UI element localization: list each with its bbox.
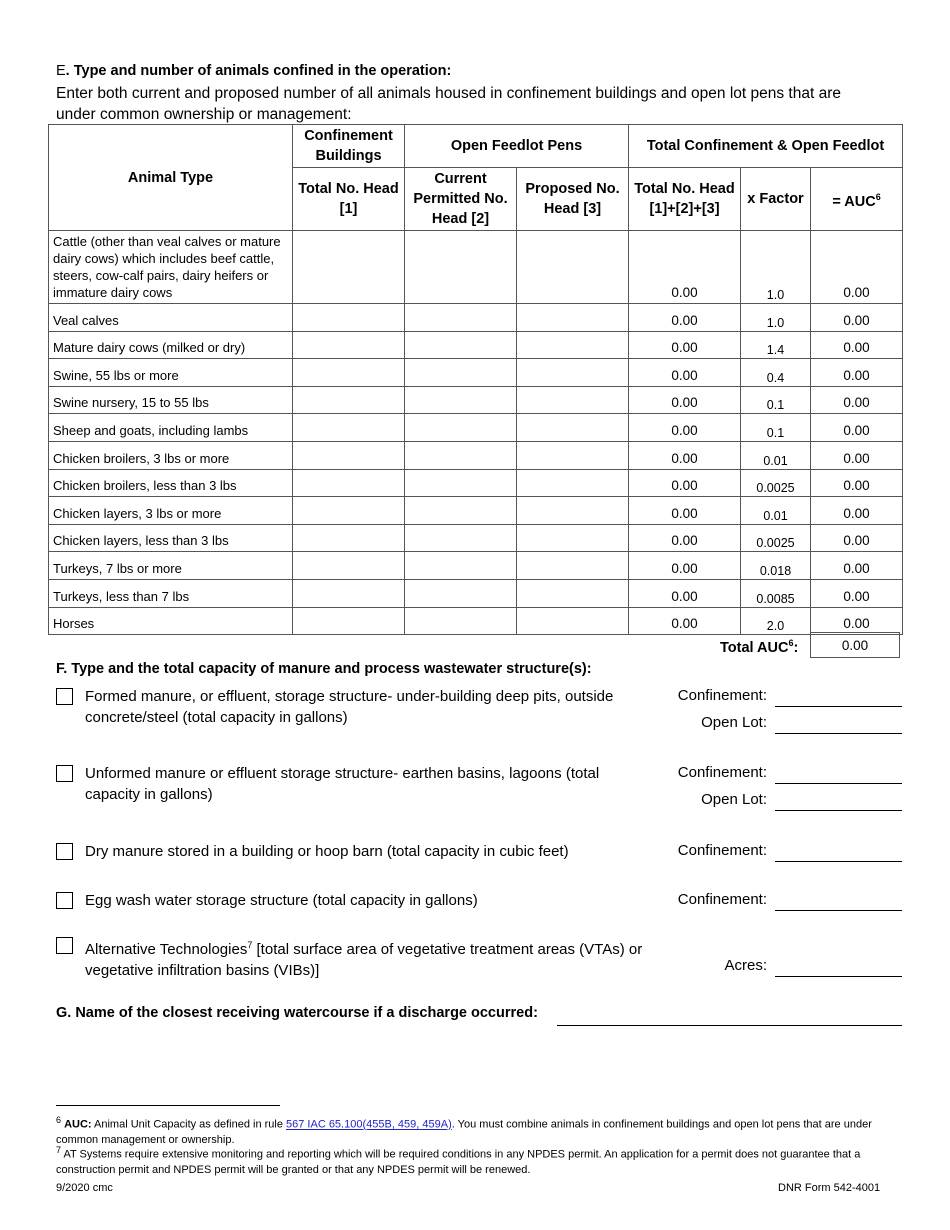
input-proposed[interactable] xyxy=(517,607,629,635)
row-total-head: 0.00 xyxy=(629,441,741,469)
row-total-head: 0.00 xyxy=(629,304,741,332)
open-lot-label: Open Lot: xyxy=(701,714,767,731)
input-confinement-head[interactable] xyxy=(293,441,405,469)
alt-tech-sup: 7 xyxy=(247,940,253,950)
confinement-label: Confinement: xyxy=(677,764,767,781)
section-g-title: G. Name of the closest receiving watercourse if a discharge occurred: xyxy=(56,1005,538,1021)
row-total-head: 0.00 xyxy=(629,607,741,635)
header-total-no-head: Total No. Head [1] xyxy=(293,168,405,231)
input-current-permitted[interactable] xyxy=(405,304,517,332)
unformed-confinement-field[interactable] xyxy=(775,783,902,784)
table-row xyxy=(49,552,903,580)
row-factor: 0.0085 xyxy=(741,579,811,607)
input-current-permitted[interactable] xyxy=(405,331,517,359)
input-current-permitted[interactable] xyxy=(405,414,517,442)
input-current-permitted[interactable] xyxy=(405,497,517,525)
total-auc-label xyxy=(720,638,798,656)
header-confinement-buildings: Confinement Buildings xyxy=(293,125,405,168)
section-f-title: F. Type and the total capacity of manure and process wastewater structure(s): xyxy=(56,661,592,677)
row-animal-name: Mature dairy cows (milked or dry) xyxy=(49,331,293,359)
input-proposed[interactable] xyxy=(517,359,629,387)
footnote-6-text-a: Animal Unit Capacity as defined in rule xyxy=(91,1118,287,1131)
row-auc: 0.00 xyxy=(811,497,903,525)
table-row xyxy=(49,231,903,304)
table-row xyxy=(49,607,903,635)
input-confinement-head[interactable] xyxy=(293,331,405,359)
total-auc-label-text: Total AUC xyxy=(720,639,789,656)
row-animal-name: Swine, 55 lbs or more xyxy=(49,359,293,387)
table-row xyxy=(49,579,903,607)
input-current-permitted[interactable] xyxy=(405,579,517,607)
row-factor: 0.0025 xyxy=(741,469,811,497)
row-animal-name: Veal calves xyxy=(49,304,293,332)
input-proposed[interactable] xyxy=(517,414,629,442)
input-current-permitted[interactable] xyxy=(405,607,517,635)
input-proposed[interactable] xyxy=(517,552,629,580)
row-animal-name: Chicken layers, 3 lbs or more xyxy=(49,497,293,525)
input-current-permitted[interactable] xyxy=(405,231,517,304)
header-animal-type: Animal Type xyxy=(49,125,293,231)
input-proposed[interactable] xyxy=(517,231,629,304)
formed-open-lot-field[interactable] xyxy=(775,733,902,734)
row-auc: 0.00 xyxy=(811,469,903,497)
input-confinement-head[interactable] xyxy=(293,359,405,387)
header-auc-sup: 6 xyxy=(875,191,881,202)
input-current-permitted[interactable] xyxy=(405,441,517,469)
row-auc: 0.00 xyxy=(811,441,903,469)
confinement-label: Confinement: xyxy=(677,891,767,908)
row-factor: 0.1 xyxy=(741,414,811,442)
row-animal-name: Chicken broilers, 3 lbs or more xyxy=(49,441,293,469)
footer-date: 9/2020 cmc xyxy=(56,1182,113,1194)
header-auc-text: = AUC xyxy=(832,193,876,210)
row-auc: 0.00 xyxy=(811,579,903,607)
confinement-label: Confinement: xyxy=(677,842,767,859)
input-proposed[interactable] xyxy=(517,469,629,497)
input-proposed[interactable] xyxy=(517,304,629,332)
acres-label: Acres: xyxy=(724,957,767,974)
header-open-feedlot-pens: Open Feedlot Pens xyxy=(405,125,629,168)
row-total-head: 0.00 xyxy=(629,231,741,304)
input-current-permitted[interactable] xyxy=(405,552,517,580)
row-auc: 0.00 xyxy=(811,331,903,359)
row-factor: 1.0 xyxy=(741,304,811,332)
row-factor: 0.4 xyxy=(741,359,811,387)
input-current-permitted[interactable] xyxy=(405,386,517,414)
footer-form-number: DNR Form 542-4001 xyxy=(778,1182,881,1194)
footnote-7-text: AT Systems require extensive monitoring and reporting which will be required conditions in any NPDES permit. An application for a permit does not guarantee that a construction permit and NPDES permit will be granted or that any NPDES permit will be renewed. xyxy=(56,1148,861,1176)
input-proposed[interactable] xyxy=(517,579,629,607)
row-factor: 0.01 xyxy=(741,441,811,469)
footnote-divider xyxy=(56,1105,280,1106)
table-row xyxy=(49,524,903,552)
input-current-permitted[interactable] xyxy=(405,469,517,497)
input-current-permitted[interactable] xyxy=(405,524,517,552)
header-current-permitted: Current Permitted No. Head [2] xyxy=(405,168,517,231)
row-animal-name: Chicken layers, less than 3 lbs xyxy=(49,524,293,552)
input-confinement-head[interactable] xyxy=(293,304,405,332)
footnote-7-num: 7 xyxy=(56,1145,62,1155)
formed-confinement-field[interactable] xyxy=(775,706,902,707)
table-row xyxy=(49,469,903,497)
structure-item-text: Egg wash water storage structure (total capacity in gallons) xyxy=(85,892,478,909)
row-auc: 0.00 xyxy=(811,607,903,635)
row-factor: 0.1 xyxy=(741,386,811,414)
footnote-7 xyxy=(56,1143,906,1178)
input-proposed[interactable] xyxy=(517,331,629,359)
input-confinement-head[interactable] xyxy=(293,386,405,414)
animal-table xyxy=(48,124,903,635)
header-auc xyxy=(811,168,903,231)
row-total-head: 0.00 xyxy=(629,331,741,359)
input-confinement-head[interactable] xyxy=(293,579,405,607)
row-animal-name: Sheep and goats, including lambs xyxy=(49,414,293,442)
row-factor: 0.0025 xyxy=(741,524,811,552)
input-confinement-head[interactable] xyxy=(293,524,405,552)
row-total-head: 0.00 xyxy=(629,359,741,387)
row-animal-name: Turkeys, 7 lbs or more xyxy=(49,552,293,580)
row-total-head: 0.00 xyxy=(629,579,741,607)
row-auc: 0.00 xyxy=(811,231,903,304)
row-factor: 1.4 xyxy=(741,331,811,359)
input-current-permitted[interactable] xyxy=(405,359,517,387)
rule-link[interactable]: 567 IAC 65.100(455B, 459, 459A) xyxy=(286,1118,452,1131)
table-row xyxy=(49,414,903,442)
row-factor: 0.018 xyxy=(741,552,811,580)
row-total-head: 0.00 xyxy=(629,469,741,497)
open-lot-label: Open Lot: xyxy=(701,791,767,808)
header-x-factor: x Factor xyxy=(741,168,811,231)
table-row xyxy=(49,441,903,469)
watercourse-field[interactable] xyxy=(557,1025,902,1026)
input-confinement-head[interactable] xyxy=(293,552,405,580)
table-row xyxy=(49,497,903,525)
input-confinement-head[interactable] xyxy=(293,414,405,442)
alternative-tech-checkbox[interactable] xyxy=(56,937,73,954)
row-auc: 0.00 xyxy=(811,414,903,442)
footnote-6-term: AUC: xyxy=(64,1118,92,1131)
row-animal-name: Turkeys, less than 7 lbs xyxy=(49,579,293,607)
table-row xyxy=(49,304,903,332)
row-factor: 0.01 xyxy=(741,497,811,525)
input-proposed[interactable] xyxy=(517,497,629,525)
input-proposed[interactable] xyxy=(517,441,629,469)
structure-item-text: Dry manure stored in a building or hoop barn (total capacity in cubic feet) xyxy=(85,843,569,860)
egg-wash-checkbox[interactable] xyxy=(56,892,73,909)
row-auc: 0.00 xyxy=(811,304,903,332)
structure-item-text: Formed manure, or effluent, storage structure- under-building deep pits, outside concrete/steel (total capacity in gallons) xyxy=(85,688,614,726)
input-proposed[interactable] xyxy=(517,386,629,414)
row-animal-name: Horses xyxy=(49,607,293,635)
row-factor: 1.0 xyxy=(741,231,811,304)
footnote-6-text-b: . You must combine animals in confinement buildings and open lot pens that are under common management or ownership. xyxy=(56,1118,872,1146)
header-proposed: Proposed No. Head [3] xyxy=(517,168,629,231)
table-row xyxy=(49,386,903,414)
row-factor: 2.0 xyxy=(741,607,811,635)
alt-tech-text-a: Alternative Technologies xyxy=(85,941,248,958)
total-auc-sup: 6 xyxy=(788,638,794,648)
dry-confinement-field[interactable] xyxy=(775,861,902,862)
input-confinement-head[interactable] xyxy=(293,469,405,497)
structure-item-text xyxy=(85,935,645,981)
structure-item-text: Unformed manure or effluent storage structure- earthen basins, lagoons (total capacity in gallons) xyxy=(85,765,600,803)
input-proposed[interactable] xyxy=(517,524,629,552)
input-confinement-head[interactable] xyxy=(293,607,405,635)
row-animal-name: Chicken broilers, less than 3 lbs xyxy=(49,469,293,497)
row-auc: 0.00 xyxy=(811,552,903,580)
section-e-letter: E xyxy=(56,63,66,79)
row-animal-name: Cattle (other than veal calves or mature dairy cows) which includes beef cattle, steers, cow-calf pairs, dairy heifers or immature dairy cows xyxy=(49,231,293,304)
section-e-title xyxy=(56,63,451,79)
header-total-head-sum: Total No. Head [1]+[2]+[3] xyxy=(629,168,741,231)
footnote-6-num: 6 xyxy=(56,1115,62,1125)
input-confinement-head[interactable] xyxy=(293,497,405,525)
row-auc: 0.00 xyxy=(811,524,903,552)
unformed-manure-checkbox[interactable] xyxy=(56,765,73,782)
table-row xyxy=(49,359,903,387)
row-animal-name: Swine nursery, 15 to 55 lbs xyxy=(49,386,293,414)
row-auc: 0.00 xyxy=(811,359,903,387)
section-e-title-text: . Type and number of animals confined in the operation: xyxy=(65,63,452,79)
unformed-open-lot-field[interactable] xyxy=(775,810,902,811)
row-total-head: 0.00 xyxy=(629,497,741,525)
input-confinement-head[interactable] xyxy=(293,231,405,304)
table-row xyxy=(49,331,903,359)
dry-manure-checkbox[interactable] xyxy=(56,843,73,860)
row-auc: 0.00 xyxy=(811,386,903,414)
row-total-head: 0.00 xyxy=(629,414,741,442)
row-total-head: 0.00 xyxy=(629,524,741,552)
row-total-head: 0.00 xyxy=(629,386,741,414)
total-auc-value: 0.00 xyxy=(810,632,900,658)
total-auc-colon: : xyxy=(793,639,799,656)
formed-manure-checkbox[interactable] xyxy=(56,688,73,705)
alt-tech-text-b: [total surface area of vegetative treatment areas (VTAs) or vegetative infiltration basins (VIBs)] xyxy=(85,941,643,979)
row-total-head: 0.00 xyxy=(629,552,741,580)
section-e-instructions: Enter both current and proposed number of all animals housed in confinement buildings and open lot pens that are under common ownership or management: xyxy=(56,85,841,123)
header-total-confinement-open: Total Confinement & Open Feedlot xyxy=(629,125,903,168)
confinement-label: Confinement: xyxy=(677,687,767,704)
acres-field[interactable] xyxy=(775,976,902,977)
egg-wash-confinement-field[interactable] xyxy=(775,910,902,911)
